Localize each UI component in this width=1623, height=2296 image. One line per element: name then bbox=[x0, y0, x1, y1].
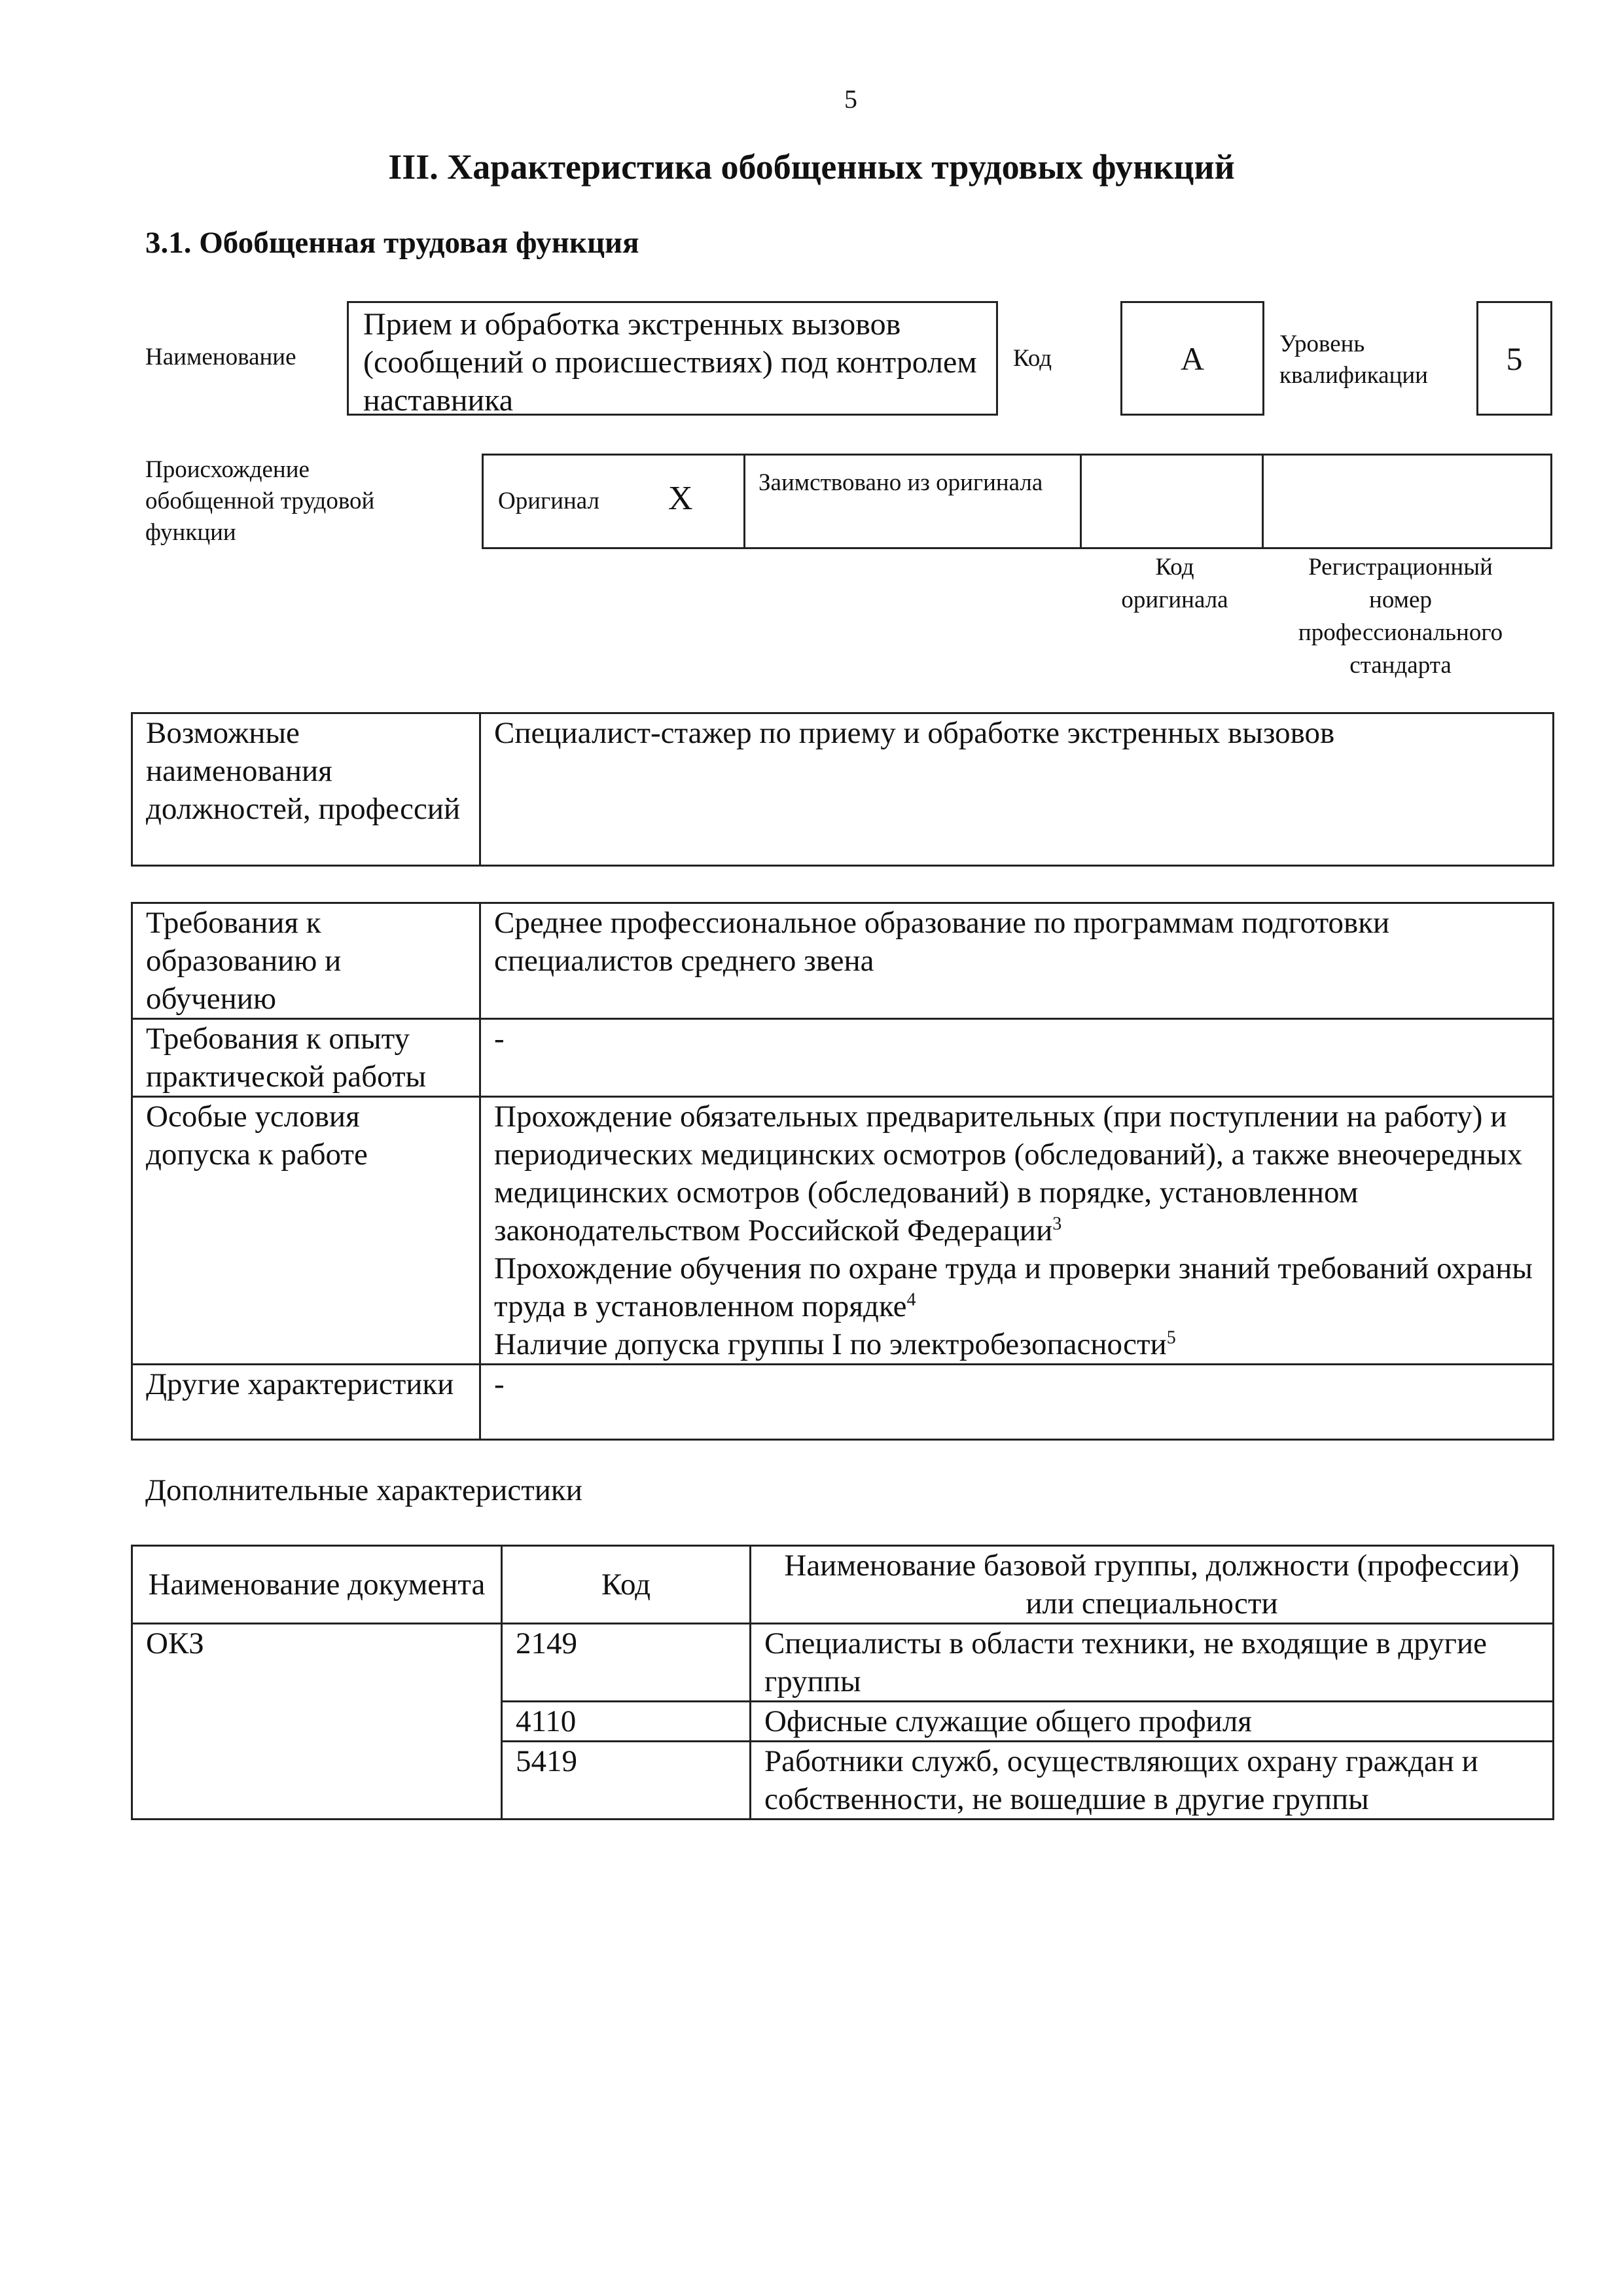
origin-box bbox=[482, 454, 1552, 549]
header-document: Наименование документа bbox=[132, 1546, 502, 1624]
experience-label: Требования к опыту практической работы bbox=[132, 1019, 480, 1097]
additional-table bbox=[131, 1545, 1554, 1820]
additional-title: Дополнительные характеристики bbox=[145, 1473, 582, 1507]
origin-original-cell bbox=[484, 456, 745, 547]
footnote-ref: 5 bbox=[1166, 1327, 1176, 1348]
occupation-name-cell: Офисные служащие общего профиля bbox=[751, 1702, 1554, 1742]
section-title: III. Характеристика обобщенных трудовых функций bbox=[388, 147, 1235, 187]
other-characteristics-label: Другие характеристики bbox=[132, 1365, 480, 1440]
occupation-name-cell: Специалисты в области техники, не входящие в другие группы bbox=[751, 1624, 1554, 1702]
level-value-box bbox=[1476, 301, 1552, 416]
code-cell: 4110 bbox=[502, 1702, 751, 1742]
function-name-box bbox=[347, 301, 998, 416]
special-condition-line bbox=[494, 1325, 1539, 1363]
borrowed-label: Заимствовано из оригинала bbox=[758, 469, 1043, 496]
table-row bbox=[132, 903, 1554, 1019]
level-value: 5 bbox=[1506, 340, 1523, 377]
table-header-row bbox=[132, 1546, 1554, 1624]
page-number: 5 bbox=[844, 84, 857, 114]
original-label: Оригинал bbox=[498, 488, 600, 514]
name-label: Наименование bbox=[145, 344, 296, 370]
special-condition-text: Наличие допуска группы I по электробезопасности bbox=[494, 1327, 1167, 1361]
table-row bbox=[132, 713, 1554, 866]
function-code-value: А bbox=[1180, 340, 1205, 377]
function-code-box bbox=[1120, 301, 1264, 416]
origin-label: Происхождение обобщенной трудовой функции bbox=[145, 456, 375, 546]
registration-number-caption: Регистрационный номер профессионального стандарта bbox=[1298, 554, 1503, 679]
level-label: Уровень квалификации bbox=[1279, 331, 1428, 389]
subsection-title: 3.1. Обобщенная трудовая функция bbox=[145, 226, 639, 260]
table-row bbox=[132, 1365, 1554, 1440]
table-row bbox=[132, 1624, 1554, 1702]
occupation-name-cell: Работники служб, осуществляющих охрану граждан и собственности, не вошедшие в другие группы bbox=[751, 1742, 1554, 1820]
table-row bbox=[132, 1097, 1554, 1365]
code-label: Код bbox=[1013, 345, 1052, 372]
education-label: Требования к образованию и обучению bbox=[132, 903, 480, 1019]
positions-table bbox=[131, 712, 1554, 867]
special-conditions-label: Особые условия допуска к работе bbox=[132, 1097, 480, 1365]
special-conditions-value bbox=[480, 1097, 1554, 1365]
original-code-cell bbox=[1084, 456, 1264, 547]
special-condition-text: Прохождение обязательных предварительных (при поступлении на работу) и периодических медицинских осмотров (обследований), а также внеочередных медицинских осмотров (обследований) в порядке, установленном законодательством Российской Федерации bbox=[494, 1100, 1523, 1247]
document-cell: ОКЗ bbox=[132, 1624, 502, 1820]
borrowed-cell bbox=[745, 456, 1082, 547]
original-mark: X bbox=[668, 480, 693, 517]
experience-value: - bbox=[480, 1019, 1554, 1097]
header-code: Код bbox=[502, 1546, 751, 1624]
code-cell: 2149 bbox=[502, 1624, 751, 1702]
code-cell: 5419 bbox=[502, 1742, 751, 1820]
education-value: Среднее профессиональное образование по программам подготовки специалистов среднего звена bbox=[480, 903, 1554, 1019]
header-name: Наименование базовой группы, должности (профессии) или специальности bbox=[751, 1546, 1554, 1624]
special-condition-line bbox=[494, 1098, 1539, 1249]
function-name-value: Прием и обработка экстренных вызовов (сообщений о происшествиях) под контролем наставника bbox=[363, 307, 977, 418]
registration-number-cell bbox=[1264, 456, 1550, 547]
special-condition-line bbox=[494, 1249, 1539, 1325]
other-characteristics-value: - bbox=[480, 1365, 1554, 1440]
original-code-caption: Код оригинала bbox=[1121, 554, 1228, 613]
positions-label: Возможные наименования должностей, профессий bbox=[132, 713, 480, 866]
footnote-ref: 4 bbox=[906, 1289, 916, 1310]
requirements-table bbox=[131, 902, 1554, 1441]
table-row bbox=[132, 1019, 1554, 1097]
footnote-ref: 3 bbox=[1052, 1213, 1062, 1234]
positions-value: Специалист-стажер по приему и обработке экстренных вызовов bbox=[480, 713, 1554, 866]
special-condition-text: Прохождение обучения по охране труда и проверки знаний требований охраны труда в установленном порядке bbox=[494, 1251, 1533, 1323]
